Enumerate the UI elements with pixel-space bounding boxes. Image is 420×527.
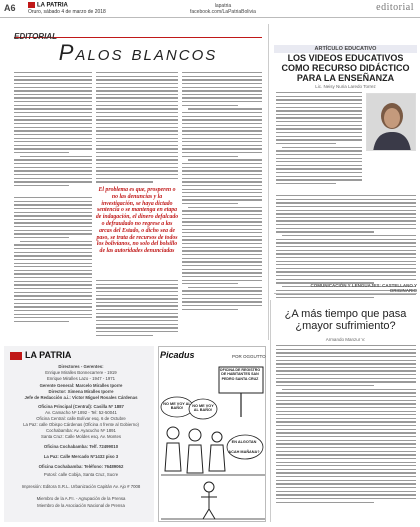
cartoon-bubble-4: ACAH MAÑANA? xyxy=(228,450,260,454)
cartoon-title: Picadus xyxy=(160,350,195,360)
dateline: Oruro, sábado 4 de marzo de 2018 xyxy=(28,9,106,15)
staff-line: Miembro de la A.P.I. - Agrupación de la Prensa xyxy=(36,496,126,501)
newspaper-logo-icon xyxy=(28,2,35,8)
article-title: LOS VIDEOS EDUCATIVOS COMO RECURSO DIDÁCTICO PARA LA ENSEÑANZA xyxy=(281,53,410,83)
cartoon-bubble-2: NO ME VOY AL BAÑO! xyxy=(192,404,214,413)
article-byline: Lic. Neisy Nuria Laredo Torrez xyxy=(315,84,376,89)
column-divider-lower xyxy=(270,300,271,522)
editorial-column-1 xyxy=(14,72,92,189)
staff-line: Oficina Cochabamba: Telf. 72499010 xyxy=(43,444,119,449)
staff-logo: LA PATRIA xyxy=(10,350,71,360)
editorial-column-1-lower xyxy=(14,197,92,324)
staff-line: Oficina Central: calle Bolívar esq. 6 de Octubre xyxy=(36,416,126,421)
staff-line: Enrique Miralles Bonnecarrere - 1919 xyxy=(45,370,117,375)
section-label: editorial xyxy=(376,2,414,13)
masthead-mini xyxy=(28,2,68,9)
author-photo xyxy=(366,93,416,151)
article-signature: COMUNICACIÓN Y LENGUAJES: CASTELLANO Y ORIGINARIO xyxy=(310,283,417,293)
author-portrait-icon xyxy=(367,94,416,151)
opinion-title: ¿A más tiempo que pasa ¿mayor sufrimiento? xyxy=(284,308,407,332)
newspaper-logo-icon xyxy=(10,352,22,360)
page-number: A6 xyxy=(4,3,16,13)
social-links xyxy=(190,3,256,15)
editorial-column-2-bottom xyxy=(96,280,178,338)
article-section-header: ARTÍCULO EDUCATIVO xyxy=(274,45,417,53)
cartoon-bubble-3: EN ALGOTAN xyxy=(231,440,257,444)
staff-line: Jefe de Redacción a.i.: Víctor Miguel Rosales Cárdenas xyxy=(24,395,138,400)
staff-line: Gerente General: Marcelo Miralles Iporre xyxy=(39,383,123,388)
staff-line: Santa Cruz: Calle Moldes esq. Av. Montes xyxy=(40,434,122,439)
social-handle: lapatria xyxy=(214,3,232,9)
section-divider xyxy=(274,293,417,294)
column-divider xyxy=(268,24,269,340)
staff-line: Miembro de la Asociación Nacional de Prensa xyxy=(37,503,125,508)
opinion-byline: Armando Manzur V. xyxy=(325,337,366,342)
staff-line: Enrique Miralles Lazo - 1947 - 1971 xyxy=(46,376,116,381)
staff-line: La Paz: calle Obispo Cárdenas (Oficina 4 frente al Gobierno) xyxy=(23,422,139,427)
editorial-pull-quote: El problema es que, prosperen o no las denuncias y la investigación, se haya dictado sentencia o se mantenga en etapa de indagación, el dinero defalcado o defraudado no regrese a las arcas del Estado, o dicho sea de paso, se trata de recursos de todos los bolivianos, no solo del bolsillo de las autoridades denunciadas xyxy=(95,187,179,255)
staff-line: Oficina Principal (Central): Casilla Nº 1887 xyxy=(38,404,124,409)
staff-line: Potosí: calle Cobija, Santa Cruz, Sucre xyxy=(43,472,119,477)
staff-line: Av. Camacho Nº 1892 - Tel: 52-50041 xyxy=(45,410,117,415)
staff-line: La Paz: Calle Mercado Nº1432 piso 3 xyxy=(43,454,119,459)
article-body-column-1 xyxy=(276,92,362,187)
editorial-headline: Palos blancos xyxy=(58,40,218,65)
cartoon-author: POR OGGUTTO xyxy=(232,354,266,359)
editorial-column-2-top xyxy=(96,72,178,185)
page-top-bar xyxy=(0,0,420,18)
staff-line: Director: Ximena Miralles Iporre xyxy=(48,389,114,394)
staff-line: Impresión: Editora S.R.L. Urbanización Capitán Av. Ajo # 7008 xyxy=(21,484,141,489)
cartoon-sign-text: OFICINA DE REGISTRO DE HABITANTES SAN PEDRO SANTA CRUZ xyxy=(219,368,261,381)
editorial-tag: EDITORIAL xyxy=(14,26,262,38)
social-url: facebook.com/LaPatriaBolivia xyxy=(190,9,256,15)
opinion-body xyxy=(276,345,416,505)
staff-line: Directores - Gerentes: xyxy=(58,364,104,369)
staff-line: Oficina Cochabamba: Teléfono: 76489062 xyxy=(38,464,124,469)
editorial-column-3 xyxy=(182,72,262,312)
cartoon-bubble-1: NO ME VOY AL BAÑO! xyxy=(163,402,191,411)
staff-line: Cochabamba: Av. Ayacucho Nº 1891 xyxy=(46,428,116,433)
paper-name: LA PATRIA xyxy=(37,2,68,9)
